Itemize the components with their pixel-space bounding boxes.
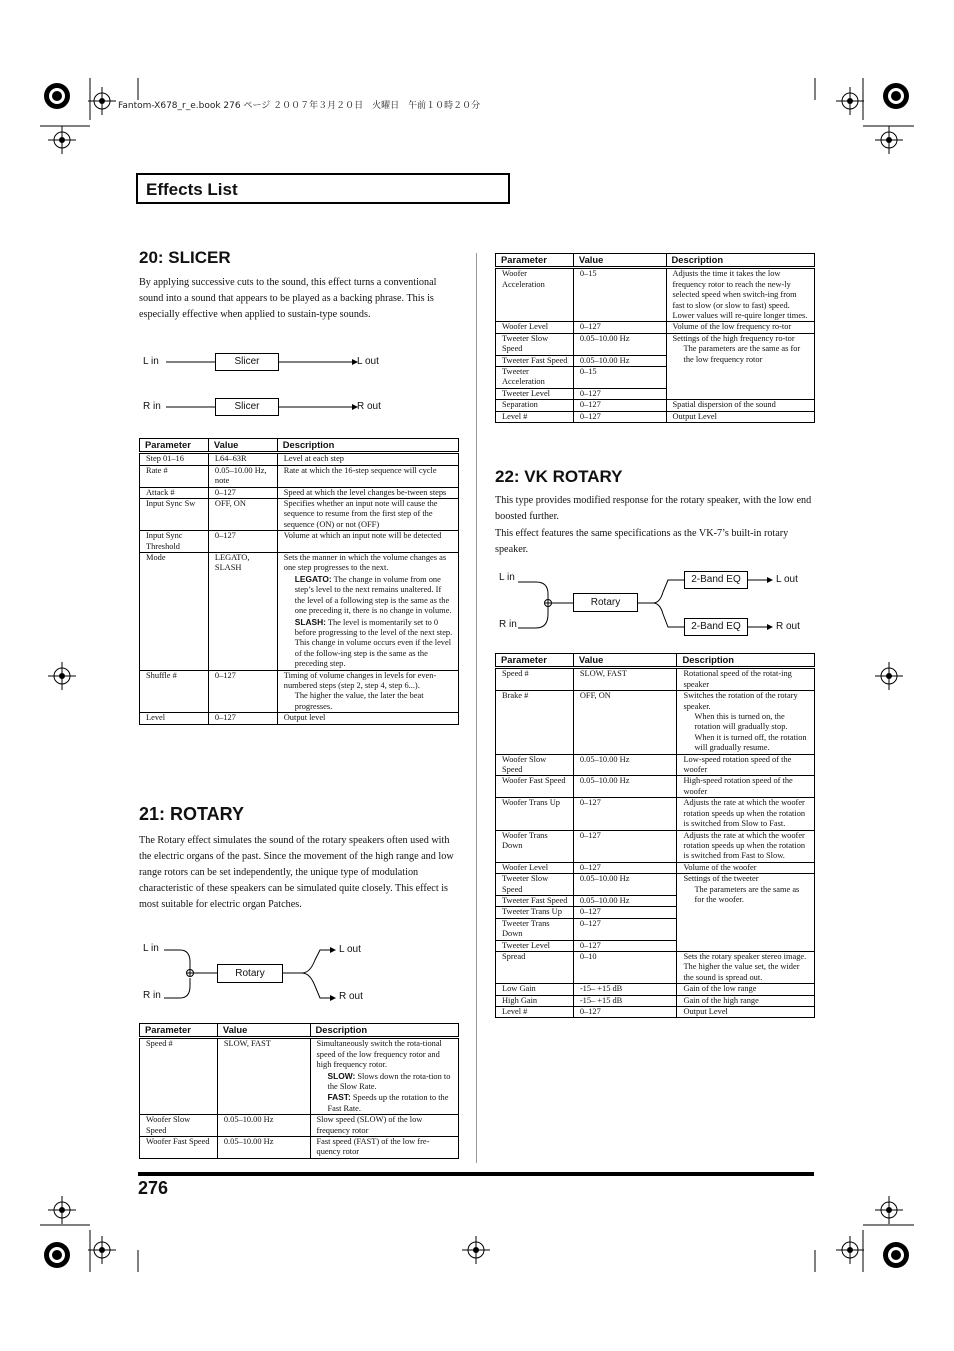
- registration-star-icon: [883, 83, 909, 109]
- rotary-param-table-cont: Parameter Value Description Woofer Acceleration 0–15 Adjusts the time it takes the low frequency rotor to reach the new-ly selected speed when switch-ing from fast to slow (or slow to fast) speed. Lower values will re-quire longer times. Woofer Level 0–127 Volume of the low frequency ro-tor Tweeter Slow Speed 0.05–10.00 Hz Settings of the high frequency ro-tor The parameters are the same as for the low frequency rotor Tweeter Fast Speed 0.05–10.00 Hz Tweeter Acceleration 0–15 Tweeter Level 0–127 Separation 0–127 Spatial dispersion of the sound Level # 0–127 Output Level: [495, 253, 815, 423]
- vk-eq-block-r: 2-Band EQ: [684, 618, 748, 636]
- rotary-l-in: L in: [143, 943, 159, 954]
- table-row: Low Gain -15– +15 dB Gain of the low range: [496, 984, 815, 995]
- slicer-description: By applying successive cuts to the sound, this effect turns a conventional sound into a sound that appears to be played as a backing phrase. This is especially effective when applied to sustain-type sounds.: [139, 277, 437, 320]
- table-row: Woofer Acceleration 0–15 Adjusts the time it takes the low frequency rotor to reach the new-ly selected speed when switch-ing from fast to slow (or slow to fast) speed. Lower values will re-quire longer times.: [496, 268, 815, 322]
- table-row: Brake # OFF, ON Switches the rotation of the rotary speaker. When this is turned on, the rotation will gradually stop. When it is turned off, the rotation will gradually resume.: [496, 691, 815, 754]
- vk-rotary-description-2: This effect features the same specifications as the VK-7’s built-in rotary speaker.: [495, 528, 789, 555]
- slicer-param-table: Parameter Value Description Step 01–16 L64–63R Level at each step Rate # 0.05–10.00 Hz, note Rate at which the 16-step sequence will cycle Attack # 0–127 Speed at which the level changes be-tween steps Input Sync Sw OFF, ON Specifies whether an input note will cause the sequence to resume from the first step of the sequence (ON) or not (OFF) Input Sync Threshold 0–127 Volume at which an input note will be detected Mode LEGATO, SLASH Sets the manner in which the volume changes as one step progresses to the next. LEGATO: The change in volume from one step’s level to the next remains unaltered. If the level of a following step is the same as the one preceding it, there is no change in volume. SLASH: The level is momentarily set to 0 before progressing to the level of the next step. This change in volume occurs even if the level of the follow-ing step is the same as the preceding step. Shuffle # 0–127 Timing of volume changes in levels for even-numbered steps (step 2, step 4, step 6...). The higher the value, the later the beat progresses. Level 0–127 Output level: [139, 438, 459, 725]
- slicer-diagram: [140, 350, 460, 420]
- page-number: 276: [138, 1178, 169, 1198]
- vk-l-in: L in: [499, 572, 515, 583]
- table-row: Woofer Slow Speed 0.05–10.00 Hz Low-speed rotation speed of the woofer: [496, 754, 815, 776]
- table-row: Woofer Fast Speed 0.05–10.00 Hz High-speed rotation speed of the woofer: [496, 776, 815, 798]
- rotary-diagram: [140, 940, 460, 1010]
- table-row: Woofer Slow Speed 0.05–10.00 Hz Slow speed (SLOW) of the low frequency rotor: [140, 1115, 459, 1137]
- table-row: Attack # 0–127 Speed at which the level changes be-tween steps: [140, 487, 459, 498]
- table-row: Tweeter Fast Speed 0.05–10.00 Hz: [496, 355, 815, 366]
- table-row: Tweeter Trans Up 0–127: [496, 907, 815, 918]
- slicer-block-l: Slicer: [215, 353, 279, 371]
- vk-rotary-diagram: [496, 568, 816, 638]
- table-row: Woofer Fast Speed 0.05–10.00 Hz Fast speed (FAST) of the low fre-quency rotor: [140, 1137, 459, 1159]
- rotary-l-out: L out: [339, 944, 361, 955]
- rotary-param-table: Parameter Value Description Speed # SLOW, FAST Simultaneously switch the rota-tional speed of the low frequency rotor and high frequency rotor. SLOW: Slows down the rota-tion to the Slow Rate. FAST: Speeds up the rotation to the Fast Rate. Woofer Slow Speed 0.05–10.00 Hz Slow speed (SLOW) of the low frequency rotor Woofer Fast Speed 0.05–10.00 Hz Fast speed (FAST) of the low fre-quency rotor: [139, 1023, 459, 1159]
- table-row: Shuffle # 0–127 Timing of volume changes in levels for even-numbered steps (step 2, step 4, step 6...). The higher the value, the later the beat progresses.: [140, 670, 459, 713]
- table-row: Input Sync Sw OFF, ON Specifies whether an input note will cause the sequence to resume from the first step of the sequence (ON) or not (OFF): [140, 499, 459, 531]
- vk-rotary-block: Rotary: [573, 593, 638, 612]
- table-row: Level # 0–127 Output Level: [496, 411, 815, 422]
- rotary-block: Rotary: [217, 964, 283, 983]
- registration-star-icon: [883, 1242, 909, 1268]
- table-row: Tweeter Level 0–127: [496, 940, 815, 951]
- registration-star-icon: [44, 1242, 70, 1268]
- slicer-r-in: R in: [143, 401, 161, 412]
- slicer-r-out: R out: [357, 401, 381, 412]
- print-header: Fantom-X678_r_e.book 276 ページ ２００７年３月２０日 火曜日 午前１０時２０分: [118, 101, 481, 111]
- table-row: High Gain -15– +15 dB Gain of the high range: [496, 995, 815, 1006]
- section-title-box: [136, 173, 510, 204]
- rotary-description: The Rotary effect simulates the sound of the rotary speakers often used with the electric organs of the past. Since the movement of the high range and low range rotors can be set independently, the unique type of modulation characteristic of these speakers can be simulated quite closely. This effect is most suitable for electric organ Patches.: [139, 835, 454, 910]
- section-title: Effects List: [146, 180, 238, 199]
- slicer-block-r: Slicer: [215, 398, 279, 416]
- vk-rotary-title: 22: VK ROTARY: [495, 467, 623, 486]
- table-row: Tweeter Slow Speed 0.05–10.00 Hz Settings of the high frequency ro-tor The parameters are the same as for the low frequency rotor: [496, 333, 815, 355]
- table-row: Woofer Trans Up 0–127 Adjusts the rate at which the woofer rotation speeds up when the rotation is switched from Slow to Fast.: [496, 798, 815, 830]
- vk-r-in: R in: [499, 619, 517, 630]
- rotary-r-in: R in: [143, 990, 161, 1001]
- table-row: Tweeter Slow Speed 0.05–10.00 Hz Settings of the tweeter The parameters are the same as for the woofer.: [496, 874, 815, 896]
- vk-rotary-description-1: This type provides modified response for the rotary speaker, with the low end boosted further.: [495, 495, 812, 522]
- table-row: Speed # SLOW, FAST Rotational speed of the rotat-ing speaker: [496, 668, 815, 691]
- table-row: Level # 0–127 Output Level: [496, 1007, 815, 1018]
- table-row: Step 01–16 L64–63R Level at each step: [140, 453, 459, 465]
- table-row: Woofer Trans Down 0–127 Adjusts the rate at which the woofer rotation speeds up when the rotation is switched from Fast to Slow.: [496, 830, 815, 862]
- vk-rotary-param-table: Parameter Value Description Speed # SLOW, FAST Rotational speed of the rotat-ing speaker Brake # OFF, ON Switches the rotation of the rotary speaker. When this is turned on, the rotation will gradually stop. When it is turned off, the rotation will gradually resume. Woofer Slow Speed 0.05–10.00 Hz Low-speed rotation speed of the woofer Woofer Fast Speed 0.05–10.00 Hz High-speed rotation speed of the woofer Woofer Trans Up 0–127 Adjusts the rate at which the woofer rotation speeds up when the rotation is switched from Slow to Fast. Woofer Trans Down 0–127 Adjusts the rate at which the woofer rotation speeds up when the rotation is switched from Fast to Slow. Woofer Level 0–127 Volume of the woofer Tweeter Slow Speed 0.05–10.00 Hz Settings of the tweeter The parameters are the same as for the woofer. Tweeter Fast Speed 0.05–10.00 Hz Tweeter Trans Up 0–127 Tweeter Trans Down 0–127 Tweeter Level 0–127 Spread 0–10 Sets the rotary speaker stereo image. The higher the value set, the wider the sound is spread out. Low Gain -15– +15 dB Gain of the low range High Gain -15– +15 dB Gain of the high range Level # 0–127 Output Level: [495, 653, 815, 1018]
- table-row: Rate # 0.05–10.00 Hz, note Rate at which the 16-step sequence will cycle: [140, 465, 459, 487]
- vk-eq-block-l: 2-Band EQ: [684, 571, 748, 589]
- table-row: Woofer Level 0–127 Volume of the low frequency ro-tor: [496, 322, 815, 333]
- table-row: Input Sync Threshold 0–127 Volume at which an input note will be detected: [140, 531, 459, 553]
- rotary-r-out: R out: [339, 991, 363, 1002]
- slicer-l-out: L out: [357, 356, 379, 367]
- table-row: Speed # SLOW, FAST Simultaneously switch the rota-tional speed of the low frequency rotor and high frequency rotor. SLOW: Slows down the rota-tion to the Slow Rate. FAST: Speeds up the rotation to the Fast Rate.: [140, 1038, 459, 1115]
- table-row: Spread 0–10 Sets the rotary speaker stereo image. The higher the value set, the wider the sound is spread out.: [496, 951, 815, 983]
- vk-l-out: L out: [776, 574, 798, 585]
- vk-r-out: R out: [776, 621, 800, 632]
- registration-star-icon: [44, 83, 70, 109]
- rotary-title: 21: ROTARY: [139, 804, 245, 824]
- slicer-l-in: L in: [143, 356, 159, 367]
- table-row: Tweeter Acceleration 0–15: [496, 367, 815, 389]
- table-row: Tweeter Level 0–127: [496, 388, 815, 399]
- table-row: Mode LEGATO, SLASH Sets the manner in which the volume changes as one step progresses to the next. LEGATO: The change in volume from one step’s level to the next remains unaltered. If the level of a following step is the same as the one preceding it, there is no change in volume. SLASH: The level is momentarily set to 0 before progressing to the level of the next step. This change in volume occurs even if the level of the follow-ing step is the same as the preceding step.: [140, 553, 459, 670]
- table-row: Tweeter Trans Down 0–127: [496, 918, 815, 940]
- table-row: Woofer Level 0–127 Volume of the woofer: [496, 862, 815, 873]
- table-row: Level 0–127 Output level: [140, 713, 459, 724]
- slicer-title: 20: SLICER: [139, 248, 231, 267]
- table-row: Tweeter Fast Speed 0.05–10.00 Hz: [496, 895, 815, 906]
- column-divider: [476, 253, 477, 1163]
- table-row: Separation 0–127 Spatial dispersion of the sound: [496, 400, 815, 411]
- footer-rule: [138, 1172, 814, 1176]
